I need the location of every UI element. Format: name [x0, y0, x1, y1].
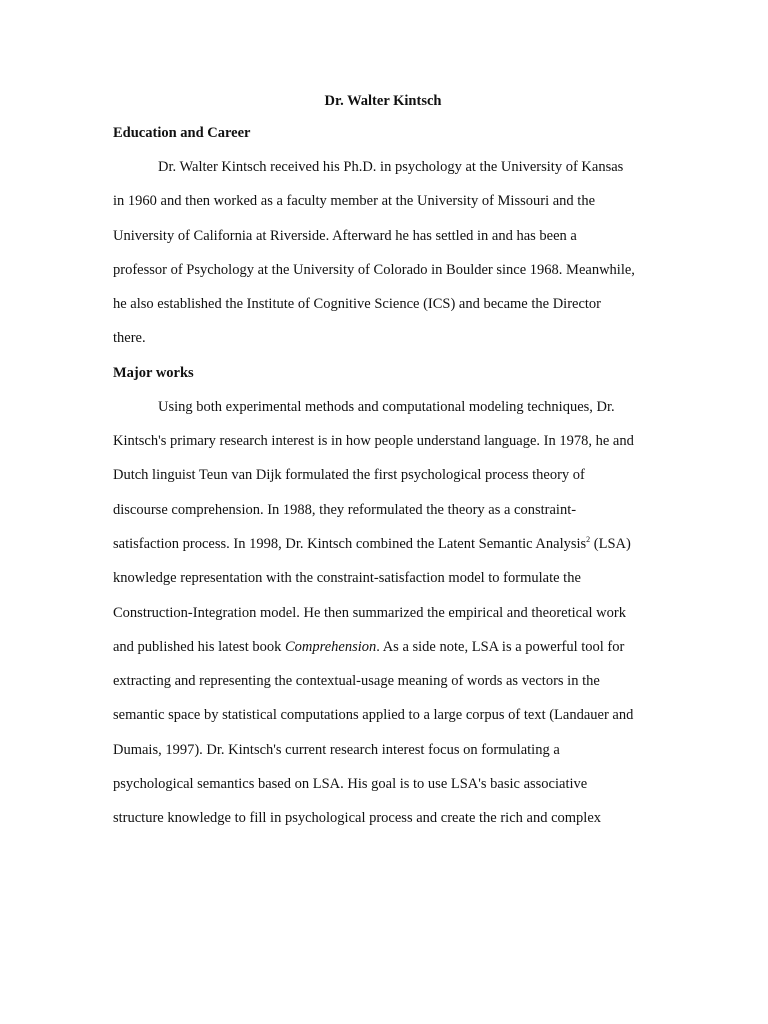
book-title: Comprehension — [284, 638, 377, 655]
line-text: satisfaction process. In 1998, Dr. Kintsch combined the Latent Semantic Analysis — [113, 535, 587, 552]
paragraph-line: University of California at Riverside. Afterward he has settled in and has been a — [113, 227, 577, 244]
paragraph-line: structure knowledge to fill in psychological process and create the rich and complex — [113, 810, 602, 827]
paragraph-line: he also established the Institute of Cognitive Science (ICS) and became the Director — [113, 296, 602, 313]
paragraph-line: in 1960 and then worked as a faculty member at the University of Missouri and the — [113, 193, 596, 210]
paragraph-line: extracting and representing the contextual-usage meaning of words as vectors in the — [113, 673, 600, 690]
paragraph-line: knowledge representation with the constraint-satisfaction model to formulate the — [113, 570, 581, 587]
paragraph-line: Using both experimental methods and computational modeling techniques, Dr. — [158, 398, 615, 415]
section-education-and-career — [113, 116, 643, 356]
line-text: and published his latest book — [113, 638, 285, 655]
paragraph-line: Construction-Integration model. He then summarized the empirical and theoretical work — [113, 604, 626, 621]
paragraph-line: professor of Psychology at the University of Colorado in Boulder since 1968. Meanwhile, — [113, 261, 635, 278]
paragraph-line: Dr. Walter Kintsch received his Ph.D. in psychology at the University of Kansas — [158, 159, 624, 175]
paragraph-line: psychological semantics based on LSA. His goal is to use LSA's basic associative — [113, 776, 588, 793]
paragraph-line: there. — [113, 330, 146, 347]
footnote-marker[interactable]: 2 — [586, 534, 591, 544]
section-heading: Major works — [113, 364, 194, 381]
line-text: (LSA) — [590, 535, 631, 552]
document-title: Dr. Walter Kintsch — [324, 93, 442, 109]
line-text: . As a side note, LSA is a powerful tool for — [376, 638, 625, 655]
paragraph-line — [113, 527, 643, 561]
paragraph-line: semantic space by statistical computations applied to a large corpus of text (Landauer and — [113, 707, 634, 724]
document-page — [113, 86, 643, 836]
paragraph-line: Dumais, 1997). Dr. Kintsch's current research interest focus on formulating a — [113, 741, 560, 758]
paragraph-line — [113, 630, 643, 664]
paragraph-line: Dutch linguist Teun van Dijk formulated the first psychological process theory of — [113, 467, 585, 484]
paragraph-line: discourse comprehension. In 1988, they reformulated the theory as a constraint- — [113, 501, 577, 518]
paragraph-line: Kintsch's primary research interest is in how people understand language. In 1978, he and — [113, 433, 634, 450]
section-major-works — [113, 356, 643, 836]
section-heading: Education and Career — [113, 125, 251, 141]
